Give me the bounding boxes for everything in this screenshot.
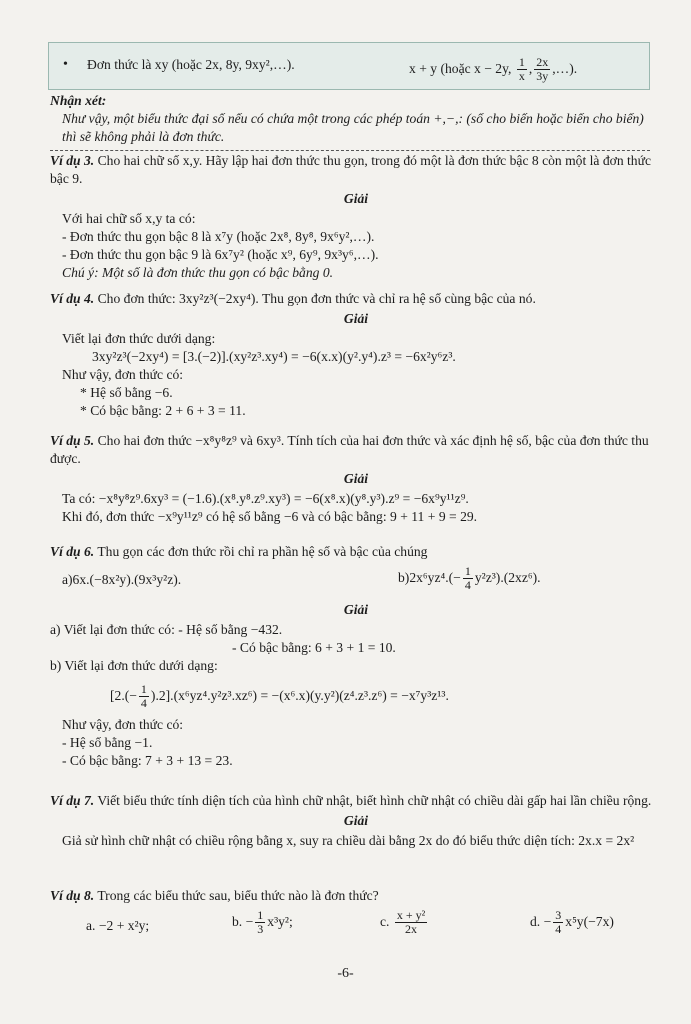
solution-line: - Có bậc bằng: 7 + 3 + 13 = 23.	[62, 752, 233, 768]
example-text: Cho đơn thức: 3xy²z³(−2xy⁴). Thu gọn đơn thức và chỉ ra hệ số cùng bậc của nó.	[94, 291, 536, 306]
option-b-prefix: b. −	[232, 913, 254, 929]
example-4	[50, 290, 662, 420]
fraction-numerator: 1	[140, 681, 147, 696]
option-d-prefix: d. −	[530, 913, 552, 929]
solution-line: Như vậy, đơn thức có:	[62, 717, 184, 733]
example-label: Ví dụ 3.	[50, 153, 95, 168]
solution-line: b) Viết lại đơn thức dưới dạng:	[50, 657, 218, 673]
bullet-box	[48, 42, 650, 90]
solution-heading: Giải	[343, 812, 369, 828]
fraction	[463, 565, 473, 592]
option-b-suffix: x³y²;	[267, 913, 293, 929]
remark-body: Như vậy, một biểu thức đại số nếu có chứa một trong các phép toán +,−,: (số cho biến hoặc biến cho biến) thì sẽ không phải là đơn thức.	[62, 110, 644, 144]
option-a: a. −2 + x²y;	[86, 917, 150, 933]
fraction-denominator: 4	[140, 695, 147, 710]
solution-heading: Giải	[343, 470, 369, 486]
solution-line: - Đơn thức thu gọn bậc 8 là x⁷y (hoặc 2x⁸, 8y⁸, 9x⁶y²,…).	[62, 228, 375, 244]
solution-line: - Đơn thức thu gọn bậc 9 là 6x⁷y² (hoặc x⁹, 6y⁹, 9x³y⁶,…).	[62, 246, 379, 262]
solution-line: * Có bậc bằng: 2 + 6 + 3 = 11.	[80, 402, 246, 418]
example-7	[50, 792, 662, 850]
equation-line: 3xy²z³(−2xy⁴) = [3.(−2)].(xy²z³.xy⁴) = −6(x.x)(y².y⁴).z³ = −6x²y⁶z³.	[92, 348, 456, 364]
fraction	[517, 56, 527, 83]
example-text: Viết biểu thức tính diện tích của hình chữ nhật, biết hình chữ nhật có chiều dài gấp hai lần chiều rộng.	[94, 793, 652, 808]
bullet-right-prefix: x + y (hoặc x − 2y,	[409, 60, 515, 76]
solution-heading: Giải	[343, 190, 369, 206]
fraction	[534, 56, 550, 83]
exercise-row	[50, 561, 662, 599]
solution-line: Như vậy, đơn thức có:	[62, 366, 184, 382]
solution-line: - Hệ số bằng −1.	[62, 735, 153, 750]
example-text: Cho hai đơn thức −x⁸y⁸z⁹ và 6xy³. Tính tích của hai đơn thức và xác định hệ số, bậc của đơn thức thu được.	[50, 433, 649, 466]
option-b	[232, 909, 293, 936]
equation-prefix: [2.(−	[110, 687, 137, 703]
example-label: Ví dụ 7.	[50, 793, 95, 808]
solution-line: a) Viết lại đơn thức có: - Hệ số bằng −432.	[50, 621, 283, 637]
option-d	[530, 909, 614, 936]
solution-line: - Có bậc bằng: 6 + 3 + 1 = 10.	[232, 639, 396, 655]
solution-line: Viết lại đơn thức dưới dạng:	[62, 330, 216, 346]
example-8	[50, 887, 662, 945]
option-c-prefix: c.	[380, 913, 390, 929]
exercise-b-prefix: b)2x⁶yz⁴.(−	[398, 569, 461, 585]
example-text: Cho hai chữ số x,y. Hãy lập hai đơn thức thu gọn, trong đó một là đơn thức bậc 8 còn một là đơn thức bậc 9.	[50, 153, 652, 186]
bullet-non-monomial-text: x + y (hoặc x − 2y, $\frac{1}{x}$ , $\frac{2x}{3y}$ ,…).	[409, 55, 578, 84]
options-row	[50, 905, 662, 945]
note-line: Chú ý: Một số là đơn thức thu gọn có bậc bằng 0.	[62, 264, 334, 280]
fraction-denominator: 3	[257, 922, 264, 937]
fraction-denominator: 3y	[536, 69, 549, 84]
equation-line	[110, 683, 662, 710]
example-label: Ví dụ 6.	[50, 544, 95, 559]
bullet-mark: •	[63, 57, 68, 72]
option-c	[380, 909, 429, 936]
example-5	[50, 432, 662, 526]
bullet-monomial-text: Đơn thức là xy (hoặc 2x, 8y, 9xy²,…).	[87, 57, 295, 72]
example-6	[50, 543, 662, 770]
bullet-right-suffix: ,…).	[552, 60, 578, 76]
example-label: Ví dụ 8.	[50, 888, 95, 903]
fraction-numerator: 1	[464, 563, 471, 578]
example-text: Thu gọn các đơn thức rồi chỉ ra phần hệ số và bậc của chúng	[94, 544, 428, 559]
equation-suffix: ).2].(x⁶yz⁴.y²z³.xz⁶) = −(x⁶.x)(y.y²)(z⁴.z³.z⁶) = −x⁷y³z¹³.	[150, 687, 449, 703]
fraction	[395, 909, 427, 936]
solution-line: Giả sử hình chữ nhật có chiều rộng bằng x, suy ra chiều dài bằng 2x do đó biểu thức diện tích: 2x.x = 2x²	[62, 832, 635, 848]
solution-line: Ta có: −x⁸y⁸z⁹.6xy³ = (−1.6).(x⁸.y⁸.z⁹.xy³) = −6(x⁸.x)(y⁸.y³).z⁹ = −6x⁹y¹¹z⁹.	[62, 490, 469, 506]
fraction-denominator: 4	[464, 578, 471, 593]
remark-title: Nhận xét:	[50, 93, 107, 108]
fraction	[553, 909, 563, 936]
remark-block	[50, 92, 650, 151]
example-3	[50, 152, 662, 282]
solution-line: Với hai chữ số x,y ta có:	[62, 210, 196, 226]
fraction-numerator: 1	[257, 907, 264, 922]
fraction	[255, 909, 265, 936]
exercise-b	[398, 565, 541, 592]
example-label: Ví dụ 4.	[50, 291, 95, 306]
example-label: Ví dụ 5.	[50, 433, 95, 448]
fraction-numerator: 1	[518, 55, 525, 69]
fraction	[139, 683, 149, 710]
fraction-numerator: 2x	[536, 55, 549, 69]
fraction-numerator: 3	[555, 907, 562, 922]
exercise-b-suffix: y²z³).(2xz⁶).	[474, 569, 541, 585]
page-number: -6-	[337, 966, 354, 981]
solution-heading: Giải	[343, 601, 369, 617]
solution-heading: Giải	[343, 310, 369, 326]
option-d-suffix: x⁵y(−7x)	[565, 913, 614, 929]
fraction-denominator: 2x	[405, 922, 418, 937]
example-text: Trong các biểu thức sau, biểu thức nào là đơn thức?	[94, 888, 379, 903]
fraction-denominator: x	[518, 69, 525, 84]
exercise-a: a)6x.(−8x²y).(9x³y²z).	[62, 571, 182, 587]
solution-line: * Hệ số bằng −6.	[80, 384, 173, 400]
solution-line: Khi đó, đơn thức −x⁹y¹¹z⁹ có hệ số bằng −6 và có bậc bằng: 9 + 11 + 9 = 29.	[62, 508, 478, 524]
fraction-numerator: x + y²	[396, 907, 426, 922]
fraction-denominator: 4	[555, 922, 562, 937]
